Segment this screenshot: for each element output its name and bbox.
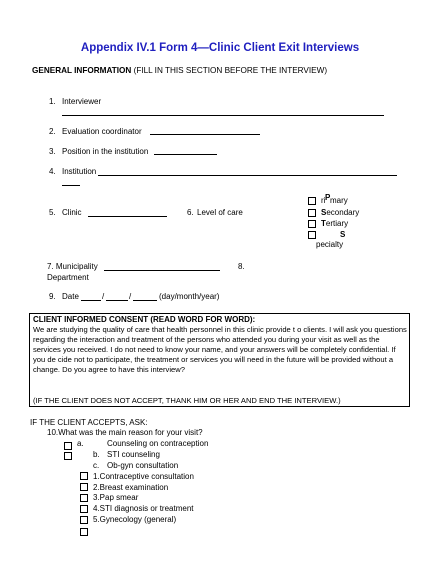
sub-option-5-label: 5.Gynecology (general) (93, 515, 177, 524)
sub-option-2-checkbox[interactable] (80, 483, 88, 491)
section-title: GENERAL INFORMATION (32, 66, 132, 75)
date-label: Date (62, 292, 79, 301)
primary-label-part-1: ri (321, 196, 326, 205)
consent-box (29, 313, 410, 407)
department-label: Department (47, 273, 89, 282)
primary-label-initial: P (325, 193, 331, 202)
municipality-label: 7. Municipality (47, 262, 98, 271)
option-b-checkbox[interactable] (64, 452, 72, 460)
municipality-field[interactable] (104, 270, 220, 271)
section-header (32, 66, 327, 75)
field-number-1: 1. (49, 97, 56, 106)
field-number-9: 9. (49, 292, 56, 301)
primary-label-rest: mary (330, 196, 348, 205)
date-month-field[interactable] (106, 300, 128, 301)
page-title: Appendix IV.1 Form 4—Clinic Client Exit Interviews (80, 42, 360, 54)
date-separator-2: / (129, 292, 132, 301)
date-format-hint: (day/month/year) (159, 292, 220, 301)
secondary-label-initial: S (321, 208, 327, 217)
secondary-checkbox[interactable] (308, 209, 316, 217)
field-number-8: 8. (238, 262, 245, 271)
primary-checkbox[interactable] (308, 197, 316, 205)
evaluation-coordinator-field[interactable] (150, 134, 260, 135)
consent-heading: CLIENT INFORMED CONSENT (READ WORD FOR WORD): (33, 315, 256, 324)
sub-option-4-checkbox[interactable] (80, 505, 88, 513)
section-note: (FILL IN THIS SECTION BEFORE THE INTERVIEW) (131, 66, 328, 75)
secondary-label-rest: econdary (326, 208, 360, 217)
field-number-2: 2. (49, 127, 56, 136)
option-b-letter: b. (93, 450, 100, 459)
field-number-3: 3. (49, 147, 56, 156)
tertiary-label-rest: ertiary (325, 219, 349, 228)
institution-field[interactable] (98, 175, 397, 176)
sub-option-2-label: 2.Breast examination (93, 483, 169, 492)
sub-option-3-checkbox[interactable] (80, 494, 88, 502)
tertiary-checkbox[interactable] (308, 220, 316, 228)
interviewer-label: Interviewer (62, 97, 102, 106)
option-a-letter: a. (77, 439, 84, 448)
position-label: Position in the institution (62, 147, 149, 156)
consent-footer: (IF THE CLIENT DOES NOT ACCEPT, THANK HIM OR HER AND END THE INTERVIEW.) (33, 396, 341, 405)
level-of-care-label: Level of care (197, 208, 243, 217)
accept-instruction: IF THE CLIENT ACCEPTS, ASK: (30, 418, 148, 427)
sub-option-6-checkbox[interactable] (80, 528, 88, 536)
clinic-label: Clinic (62, 208, 82, 217)
option-b-label: STI counseling (107, 450, 160, 459)
position-field[interactable] (154, 154, 217, 155)
sub-option-3-label: 3.Pap smear (93, 493, 139, 502)
sub-option-5-checkbox[interactable] (80, 516, 88, 524)
option-a-label: Counseling on contraception (107, 439, 209, 448)
field-number-5: 5. (49, 208, 56, 217)
sub-option-4-label: 4.STI diagnosis or treatment (93, 504, 194, 513)
option-c-letter: c. (93, 461, 100, 470)
tertiary-label (321, 219, 348, 228)
date-separator-1: / (102, 292, 105, 301)
clinic-field[interactable] (88, 216, 167, 217)
option-c-label: Ob-gyn consultation (107, 461, 179, 470)
option-a-checkbox[interactable] (64, 442, 72, 450)
question-10: 10.What was the main reason for your visit? (47, 428, 203, 437)
specialty-checkbox[interactable] (308, 231, 316, 239)
sub-option-1-checkbox[interactable] (80, 472, 88, 480)
specialty-label-rest: pecialty (316, 240, 344, 249)
sub-option-1-label: 1.Contraceptive consultation (93, 472, 194, 481)
evaluation-coordinator-label: Evaluation coordinator (62, 127, 142, 136)
field-number-6: 6. (187, 208, 194, 217)
institution-label: Institution (62, 167, 97, 176)
secondary-label (321, 208, 359, 217)
specialty-label-initial: S (340, 230, 346, 239)
tertiary-label-initial: T (321, 219, 326, 228)
institution-field-continuation[interactable] (62, 185, 80, 186)
date-year-field[interactable] (133, 300, 157, 301)
consent-text: We are studying the quality of care that health personnel in this clinic provide t o clients. I will ask you questions regarding the interaction and treatment of the persons who attended you during your visit as well as the services you received. I do not need to know your name, and your answers will be completely confidential. If you de cide not to participate, the treatment or services you will need in the future will be provided without a change. Do you agree to have this interview? (33, 325, 407, 374)
interviewer-field[interactable] (62, 115, 384, 116)
field-number-4: 4. (49, 167, 56, 176)
date-day-field[interactable] (81, 300, 101, 301)
